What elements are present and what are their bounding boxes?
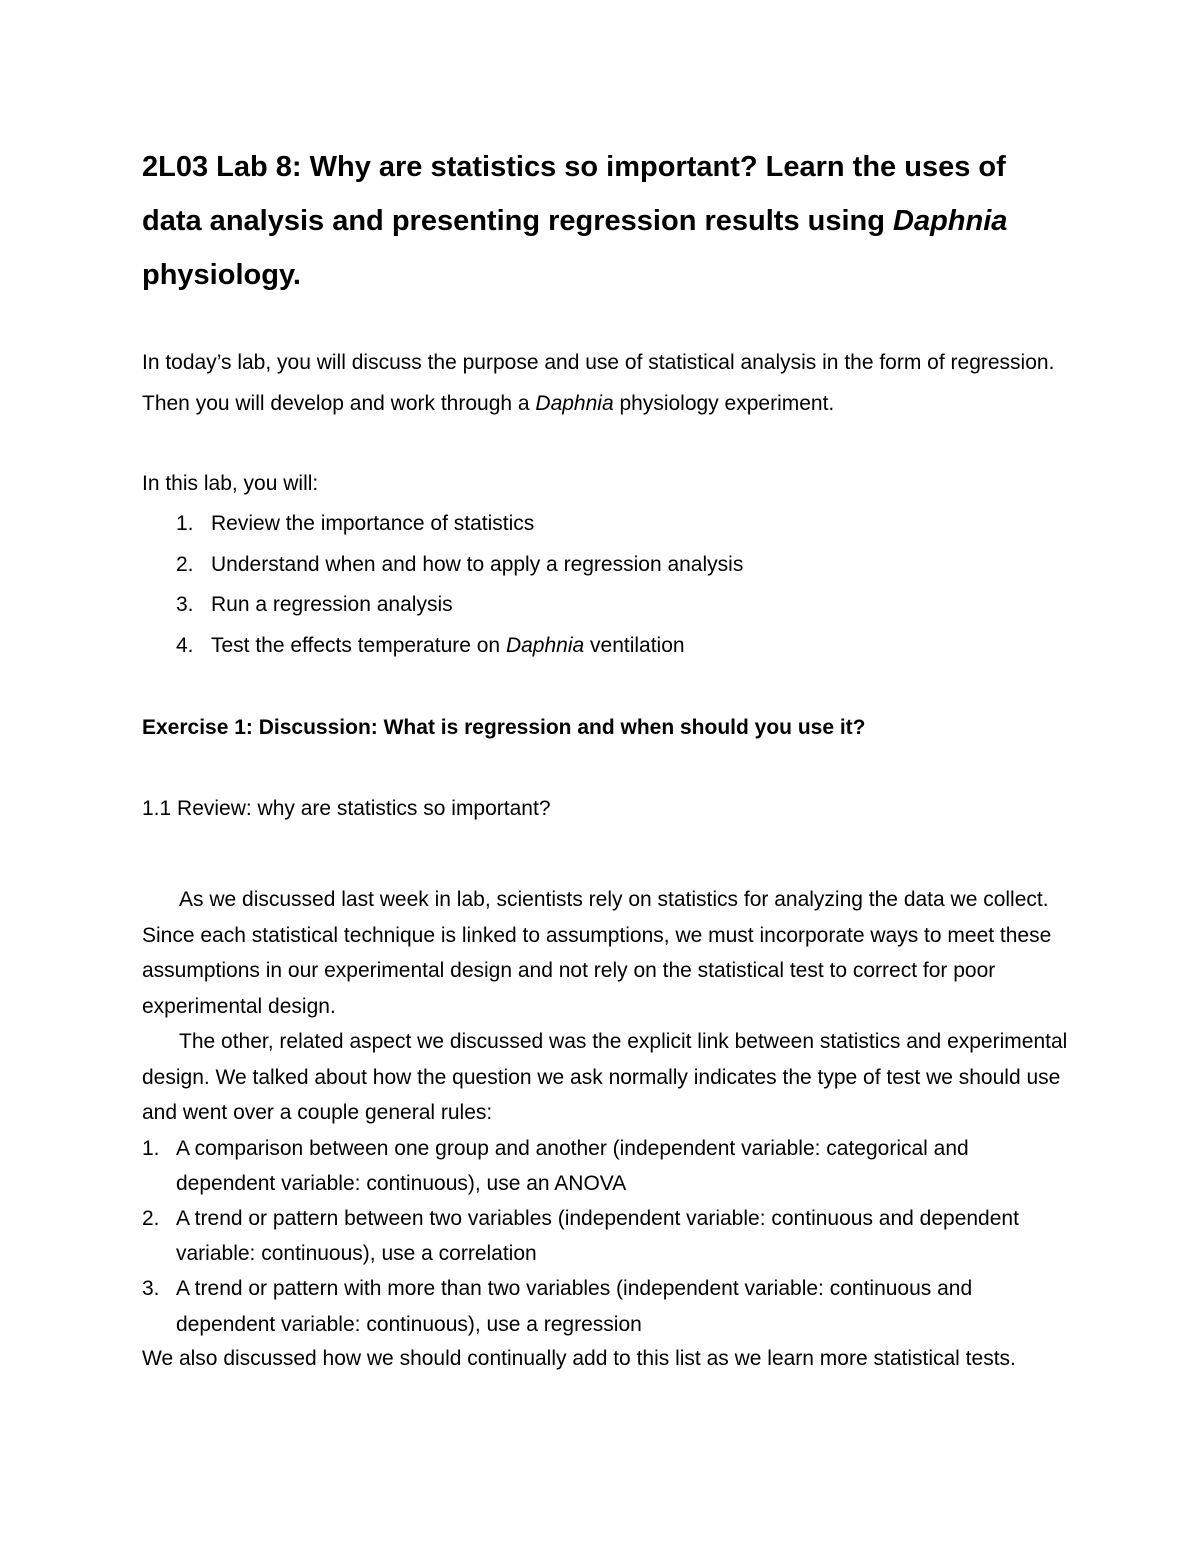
rule-item [142,1131,1072,1201]
list-number: 1. [176,512,194,535]
objective-text-end: ventilation [584,633,685,657]
intro-text-end: physiology experiment. [613,392,835,415]
objective-text-start: Test the effects temperature on [211,633,506,657]
objective-item [142,626,1072,667]
objective-text: Understand when and how to apply a regression analysis [211,552,744,576]
objective-text [211,634,685,657]
title-text-end: physiology. [142,259,301,291]
list-number: 2. [142,1206,160,1230]
intro-paragraph [142,342,1072,424]
list-number: 2. [176,552,194,576]
rule-item [142,1201,1072,1271]
list-number: 1. [142,1136,160,1160]
rule-text: A comparison between one group and another (independent variable: categorical and dependent variable: continuous), use an ANOVA [176,1136,969,1195]
objective-item [142,504,1072,545]
objective-item [142,545,1072,586]
objective-item [142,585,1072,626]
rule-text: A trend or pattern with more than two variables (independent variable: continuous and dependent variable: continuous), use a regression [176,1277,973,1336]
objective-text: Run a regression analysis [211,593,453,616]
intro-italic-daphnia: Daphnia [535,392,614,415]
exercise-heading: Exercise 1: Discussion: What is regression and when should you use it? [142,716,866,739]
objective-italic-daphnia: Daphnia [505,633,585,657]
rules-list [142,1131,1072,1342]
title-text: 2L03 Lab 8: Why are statistics so important? Learn the uses of data analysis and presenting regression results using [142,151,1006,237]
objectives-list [142,504,1072,666]
rule-text: A trend or pattern between two variables (independent variable: continuous and dependent variable: continuous), use a correlation [176,1206,1019,1266]
section-subheading: 1.1 Review: why are statistics so important? [142,797,551,820]
objectives-lead: In this lab, you will: [142,472,319,495]
document-title [142,140,1072,302]
body-paragraph-2: The other, related aspect we discussed was the explicit link between statistics and experimental design. We talked about how the question we ask normally indicates the type of test we should use and went over a couple general rules: [142,1030,1068,1124]
rule-item [142,1271,1072,1341]
list-number: 4. [176,633,194,657]
document-content [142,140,1072,1379]
list-number: 3. [142,1277,160,1301]
objective-text: Review the importance of statistics [211,512,535,535]
body-paragraph-1: As we discussed last week in lab, scientists rely on statistics for analyzing the data we collect. Since each statistical technique is linked to assumptions, we must incorporate ways to meet these assumptions in our experimental design and not rely on the statistical test to correct for poor experimental design. [142,888,1052,1018]
intro-text: In today’s lab, you will discuss the purpose and use of statistical analysis in the form of regression. Then you will develop and work through a [142,351,1055,415]
title-italic-daphnia: Daphnia [893,205,1008,237]
list-number: 3. [176,593,194,616]
closing-paragraph: We also discussed how we should continually add to this list as we learn more statistical tests. [142,1346,1016,1370]
